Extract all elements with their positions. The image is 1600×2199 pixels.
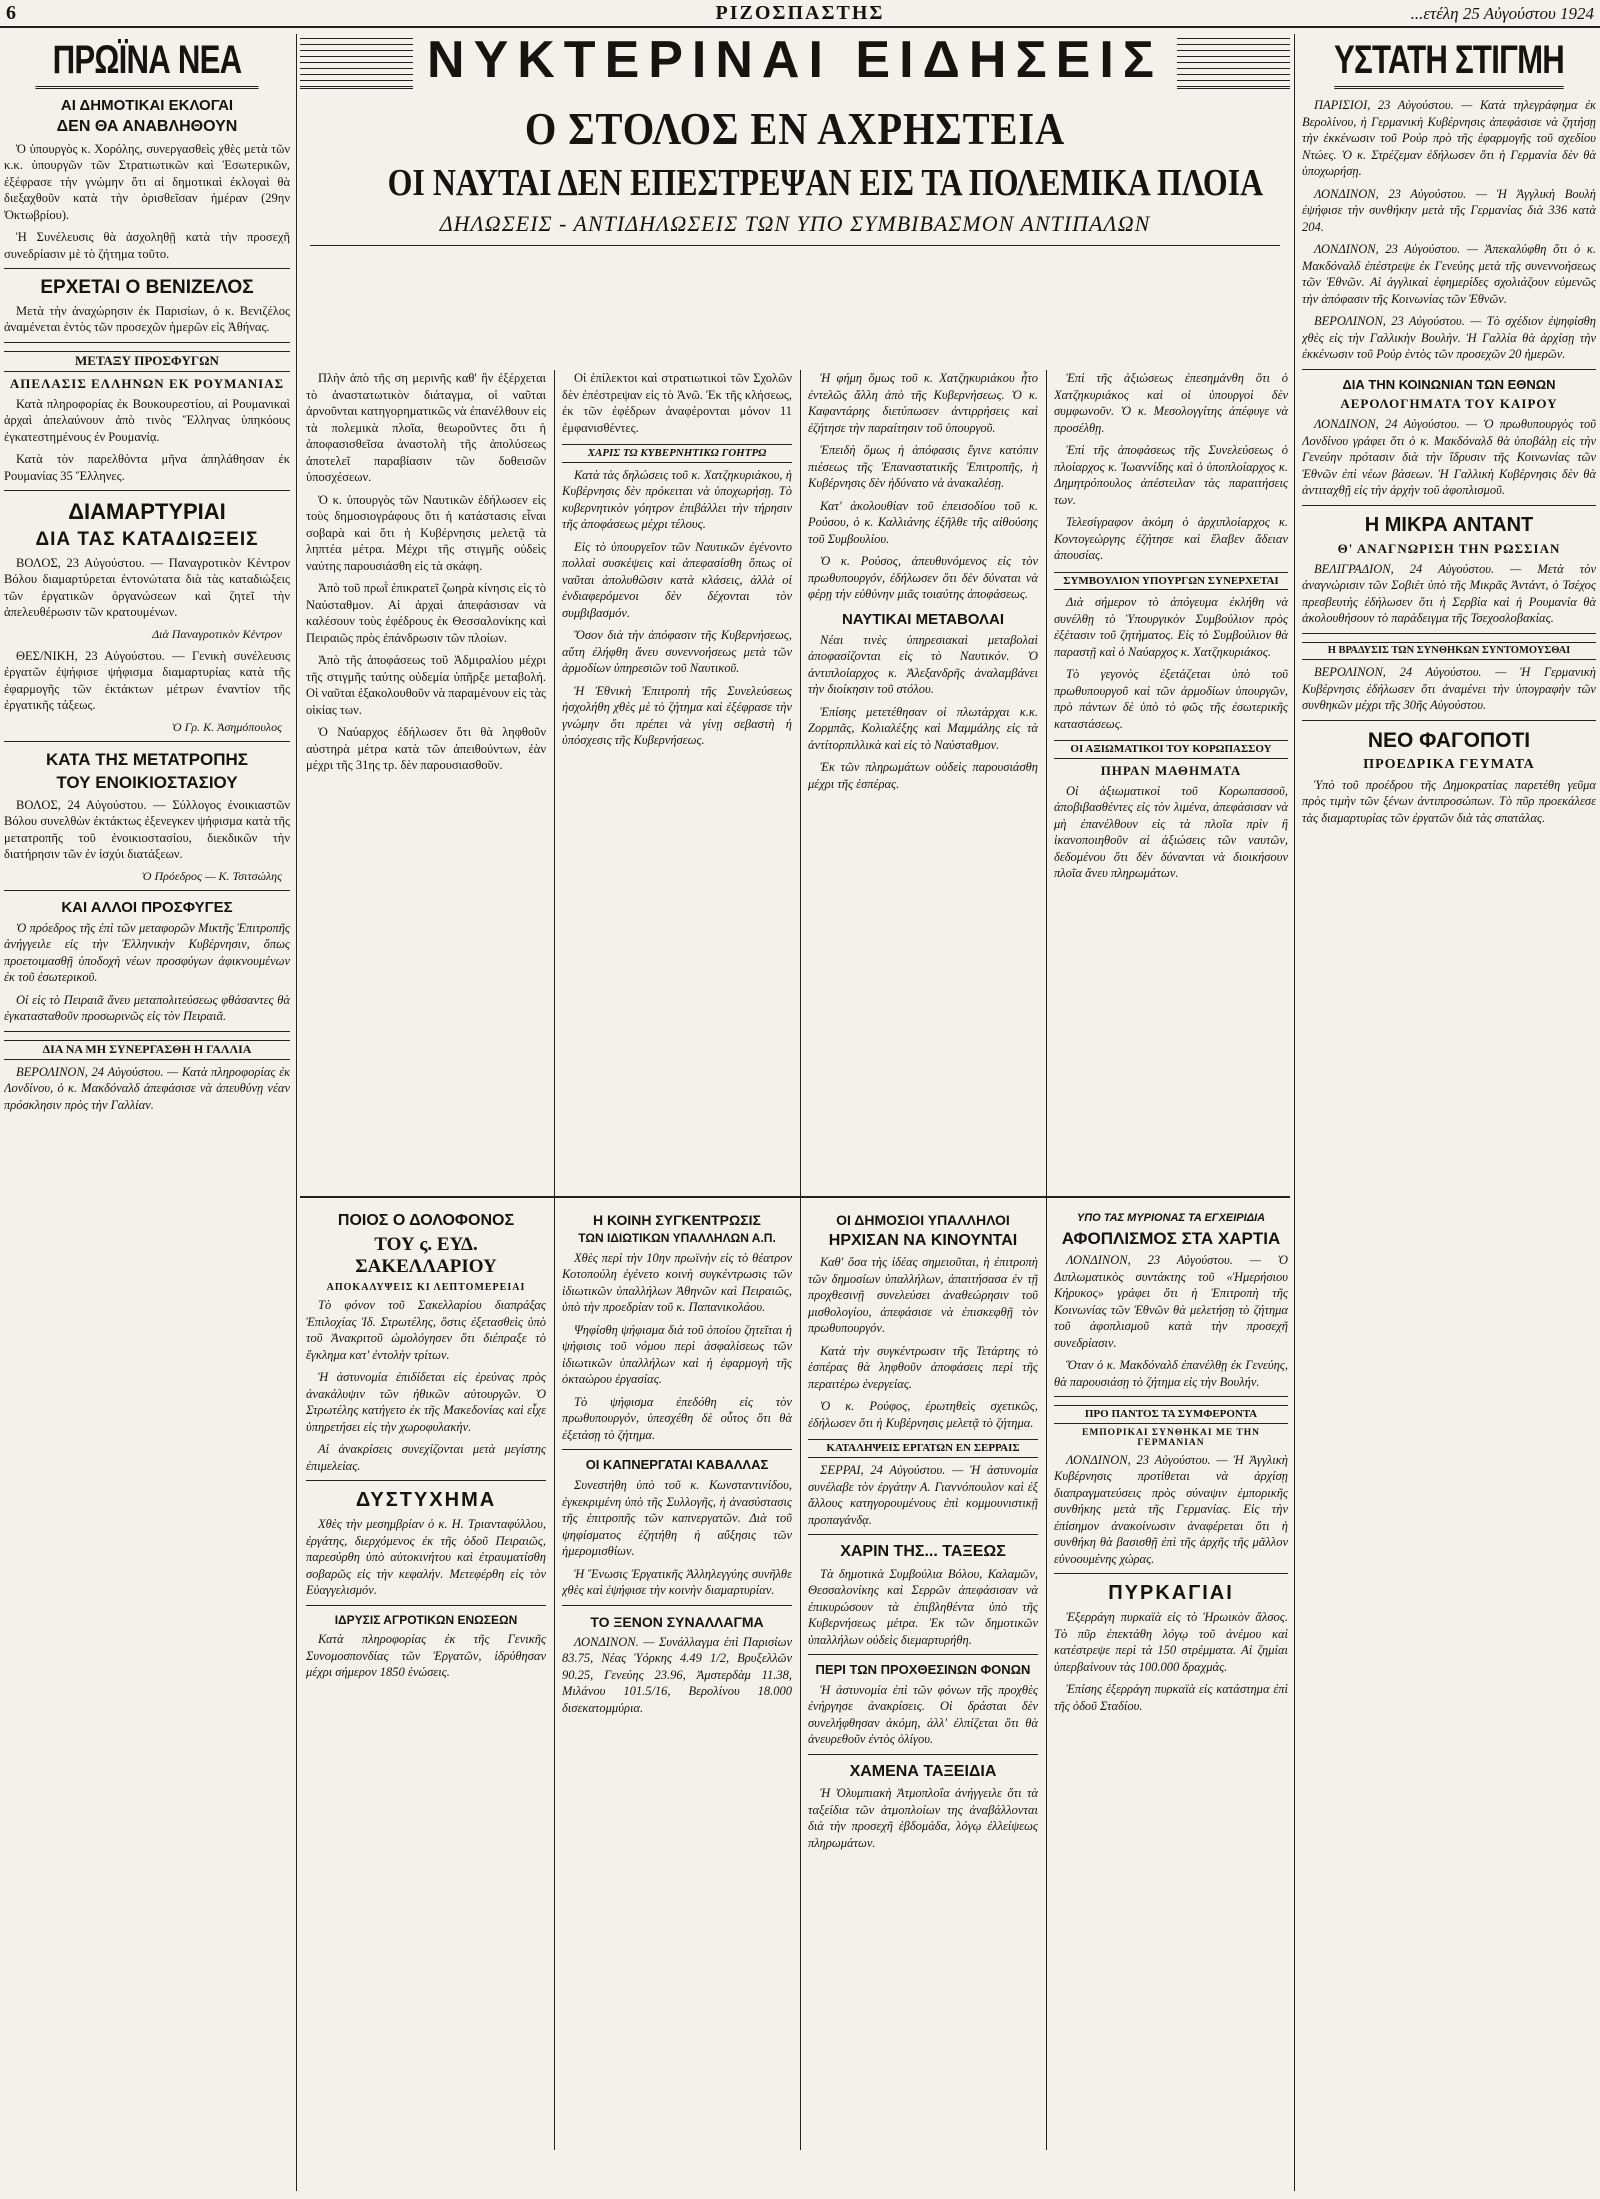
banner-center	[300, 31, 1290, 89]
article-text: ΒΕΛΙΓΡΑΔΙΟΝ, 24 Αὐγούστου. — Μετὰ τὸν ἀναγνώρισιν τῶν Σοβιέτ ὑπὸ τῆς Μικρᾶς Ἀντάντ, ὁ Τσέχος πρεσβευτὴς ἐδήλωσεν ὅτι ἡ Σερβία καὶ ἡ Ρουμανία θὰ ἀκολουθήσουν τὸ παράδειγμα τῆς Τσεχοσλοβακίας.	[1302, 561, 1596, 626]
main-headline: Ο ΣΤΟΛΟΣ ΕΝ ΑΧΡΗΣΤΕΙΑ	[524, 103, 1066, 154]
headline: ΕΡΧΕΤΑΙ Ο ΒΕΝΙΖΕΛΟΣ	[40, 277, 254, 299]
article-text: Ἐπὶ τῆς ἀξιώσεως ἐπεσημάνθη ὅτι ὁ Χατζηκυριάκος καὶ οἱ ὑπουργοὶ δὲν συμφωνοῦν. Ὁ κ. Μεσολογγίτης ἀπέφυγε νὰ προσέλθῃ.	[1054, 371, 1288, 435]
main-story-column	[808, 370, 1038, 1190]
article-text: Καθ' ὅσα τὴς ἰδέας σημειοῦται, ἡ ἐπιτροπὴ τῶν δημοσίων ὑπαλλήλων, ἀπαιτήσασα ἐν τῇ προχθεσινῇ συνελεύσει ἀναθεώρησιν τοῦ μισθολογίου, ἀπεφάσισε νὰ ἐπισκεφθῇ τὸν πρωθυπουργόν.	[808, 1255, 1038, 1336]
subheadline: ΠΡΟΕΔΡΙΚΑ ΓΕΥΜΑΤΑ	[1363, 756, 1535, 772]
headline: ΔΥΣΤΥΧΗΜΑ	[355, 1489, 497, 1512]
main-deck: ΔΗΛΩΣΕΙΣ - ΑΝΤΙΔΗΛΩΣΕΙΣ ΤΩΝ ΥΠΟ ΣΥΜΒΙΒΑΣΜΟΝ ΑΝΤΙΠΑΛΩΝ	[439, 211, 1151, 236]
article-text: Αἱ ἀνακρίσεις συνεχίζονται μετὰ μεγίστης ἐπιμελείας.	[306, 1442, 546, 1473]
headline: Η ΒΡΑΔΥΣΙΣ ΤΩΝ ΣΥΝΘΗΚΩΝ ΣΥΝΤΟΜΟΥΣΘΑΙ	[1302, 642, 1596, 660]
headline: ΗΡΧΙΣΑΝ ΝΑ ΚΙΝΟΥΝΤΑΙ	[828, 1232, 1018, 1250]
article-text: Τὸ γεγονὸς ἐξετάζεται ὑπὸ τοῦ πρωθυπουργοῦ καὶ τῶν ἀρμοδίων ὑπουργῶν, πρὸ πάντων δὲ ὑπὸ τὸ φῶς τῆς ἐσωτερικῆς καταστάσεως.	[1054, 667, 1288, 731]
article-text: ΛΟΝΔΙΝΟΝ. — Συνάλλαγμα ἐπὶ Παρισίων 83.75, Νέας Ὑόρκης 4.49 1/2, Βρυξελλῶν 90.25, Γενεύης 23.96, Ἀμστερδὰμ 11.38, Μιλάνου 101.5/16, Βερολίνου 18.000 δισεκατομμύρια.	[562, 1634, 792, 1715]
issue-date: ...ετέλη 25 Αὐγούστου 1924	[1410, 4, 1594, 23]
main-story-column	[306, 370, 546, 1190]
article-text: ΛΟΝΔΙΝΟΝ, 24 Αὐγούστου. — Ὁ πρωθυπουργὸς τοῦ Λονδίνου γράφει ὅτι ὁ κ. Μακδόναλδ θὰ ὑποβάλῃ εἰς τὴν Γενεύην πρότασιν διὰ τὴν ἵδρυσιν τῆς Κοινωνίας τῶν Ἐθνῶν ἐπὶ νέων βάσεων. Ἡ Γαλλικὴ Κυβέρνησις δὲν θὰ ἀντιταχθῇ εἰς τὴν ἀρχὴν τοῦ ἀφοπλισμοῦ.	[1302, 417, 1596, 498]
article-text: Ἡ Συνέλευσις θὰ ἀσχοληθῇ κατὰ τὴν προσεχῆ συνεδρίασιν μὲ τὸ ζήτημα τοῦτο.	[4, 230, 290, 261]
article-text: ΣΕΡΡΑΙ, 24 Αὐγούστου. — Ἡ ἀστυνομία συνέλαβε τὸν ἐργάτην Α. Γιαννόπουλον καὶ ἐξ ἄλλους κατηγορουμένους ἐπὶ κομμουνιστικῇ προπαγάνδᾳ.	[808, 1463, 1038, 1527]
article-text: Ὅταν ὁ κ. Μακδόναλδ ἐπανέλθῃ ἐκ Γενεύης, θὰ παρουσιάσῃ τὸ ζήτημα εἰς τὴν Βουλήν.	[1054, 1358, 1288, 1389]
headline: ΣΥΜΒΟΥΛΙΟΝ ΥΠΟΥΡΓΩΝ ΣΥΝΕΡΧΕΤΑΙ	[1054, 572, 1288, 591]
divider	[808, 1754, 1038, 1755]
article-text: Εἰς τὸ ὑπουργεῖον τῶν Ναυτικῶν ἐγένοντο πολλαὶ συσκέψεις καὶ ἀπεφασίσθη ὅπως οἱ ναῦται ἀπολυθῶσιν κατὰ κλάσεις, ἀλλὰ οἱ ἐνδιαφερόμενοι δὲν δέχονται τὸν συμβιβασμόν.	[562, 539, 792, 620]
article-text: Οἱ ἀξιωματικοὶ τοῦ Κορωπασσοῦ, ἀποβιβασθέντες εἰς τὸν λιμένα, ἀπεφάσισαν νὰ μὴ ἐπανέλθουν εἰς τὰ πλοῖα πρὶν ἢ ἱκανοποιηθοῦν αἱ ἀξιώσεις τῶν ναυτῶν, δεδομένου ὅτι δὲν δύνανται νὰ διοικήσουν πλοῖα ἄνευ πληρωμάτων.	[1054, 783, 1288, 881]
article-text: Κατὰ τὴν συγκέντρωσιν τῆς Τετάρτης τὸ ἑσπέρας θὰ ληφθοῦν ἀποφάσεις περὶ τῆς περαιτέρω ἐνεργείας.	[808, 1343, 1038, 1391]
column-rule	[554, 370, 555, 2150]
headline: ΟΙ ΑΞΙΩΜΑΤΙΚΟΙ ΤΟΥ ΚΟΡΩΠΑΣΣΟΥ	[1054, 740, 1288, 759]
signature: Ὁ Πρόεδρος — Κ. Τσιτσώλης	[141, 868, 282, 883]
article-text: Ψηφίσθη ψήφισμα διὰ τοῦ ὁποίου ζητεῖται ἡ ψήφισις τοῦ νόμου περὶ ἀσφαλίσεως τῶν ἰδιωτικῶν ὑπαλλήλων καὶ ἡ ἐφαρμογὴ τῆς ὀκταώρου ἐργασίας.	[562, 1322, 792, 1387]
masthead-strip	[0, 0, 1600, 28]
article-text: Κατ' ἀκολουθίαν τοῦ ἐπεισοδίου τοῦ κ. Ρούσου, ὁ κ. Καλλιάνης ἐξῆλθε τῆς αἰθούσης τοῦ Συμβουλίου.	[808, 498, 1038, 546]
headline: ΤΟΥ ΕΝΟΙΚΙΟΣΤΑΣΙΟΥ	[56, 773, 238, 793]
article-text: Μετὰ τὴν ἀναχώρησιν ἐκ Παρισίων, ὁ κ. Βενιζέλος ἀναμένεται ἐντὸς τῶν προσεχῶν ἡμερῶν εἰς Ἀθήνας.	[4, 303, 290, 335]
headline: Η ΜΙΚΡΑ ΑΝΤΑΝΤ	[1364, 513, 1534, 536]
article-text: Ἐκ τῶν πληρωμάτων οὐδεὶς παρουσιάσθη μέχρι τῆς ἑσπέρας.	[808, 760, 1038, 791]
article-text: ΒΟΛΟΣ, 23 Αὐγούστου. — Παναγροτικὸν Κέντρον Βόλου διαμαρτύρεται ἐντονώτατα διὰ τὰς καταδιώξεις τῶν ἐργατικῶν ὀργανώσεων καὶ ζητεῖ τὴν ἀπελευθέρωσιν τῶν κρατουμένων.	[4, 555, 290, 620]
subheadline: ΕΜΠΟΡΙΚΑΙ ΣΥΝΘΗΚΑΙ ΜΕ ΤΗΝ ΓΕΡΜΑΝΙΑΝ	[1081, 1427, 1261, 1448]
newspaper-name: ΡΙΖΟΣΠΑΣΤΗΣ	[715, 2, 885, 24]
headline: ΠΟΙΟΣ Ο ΔΟΛΟΦΟΝΟΣ	[337, 1212, 515, 1229]
article-text: Ἡ ἀστυνομία ἐπιδίδεται εἰς ἐρεύνας πρὸς ἀνακάλυψιν τῶν ἠθικῶν αὐτουργῶν. Ὁ Στρωτέλης κατήγετο ἐκ τῆς Μακεδονίας καὶ εἶχε ὑπηρετήσει εἰς τὴν χωροφυλακήν.	[306, 1370, 546, 1434]
divider	[1054, 1396, 1288, 1397]
headline: ΙΔΡΥΣΙΣ ΑΓΡΟΤΙΚΩΝ ΕΝΩΣΕΩΝ	[334, 1612, 518, 1627]
article-text: Νέαι τινὲς ὑπηρεσιακαὶ μεταβολαὶ ἀποφασίζονται εἰς τὸ Ναυτικόν. Ὁ ἀντιπλοίαρχος κ. Ἀλεξανδρῆς ἀναλαμβάνει τὴν διοίκησιν τοῦ στόλου.	[808, 632, 1038, 697]
divider	[4, 1031, 290, 1032]
article-text: Ἡ Ὀλυμπιακὴ Ἀτμοπλοΐα ἀνήγγειλε ὅτι τὰ ταξείδια τῶν ἀτμοπλοίων της ἀναβάλλονται διὰ τὴν προσεχῆ ἑβδομάδα, λόγῳ ἐλλείψεως πληρωμάτων.	[808, 1786, 1038, 1850]
article-text: Ἀπὸ τοῦ πρωῒ ἐπικρατεῖ ζωηρὰ κίνησις εἰς τὸ Ναύσταθμον. Αἱ ἀρχαὶ ἀπεφάσισαν νὰ καλέσουν τοὺς ἐφέδρους ἐκ Θεσσαλονίκης καὶ Πειραιῶς πρὸς ἐπάνδρωσιν τῶν πλοίων.	[306, 581, 546, 645]
article-text: Πλὴν ἀπὸ τῆς ση μερινῆς καθ' ἣν ἐξέρχεται τὸ ἀναστατωτικὸν διάταγμα, οἱ ναῦται ἀρνοῦνται κατηγορηματικῶς νὰ ἐπανέλθουν εἰς τὰ πολεμικὰ πλοῖα, θεωροῦντες ὅτι ἡ ἀποφασισθεῖσα ἀναστολὴ τῆς ἀπολύσεως ἀποτελεῖ παραβίασιν τῶν δοθεισῶν ὑποσχέσεων.	[306, 371, 546, 484]
divider	[310, 245, 1280, 246]
headline: ΚΑΤΑΛΗΨΕΙΣ ΕΡΓΑΤΩΝ ΕΝ ΣΕΡΡΑΙΣ	[808, 1439, 1038, 1458]
column-rule	[296, 34, 297, 2191]
divider	[4, 490, 290, 491]
article-text: Ἡ φήμη ὅμως τοῦ κ. Χατζηκυριάκου ἦτο ἐντελῶς ἄλλη ἀπὸ τῆς Κυβερνήσεως. Ὁ κ. Καφαντάρης διετύπωσεν ἀντιρρήσεις καὶ ἐζήτησε τὴν παραίτησιν τοῦ ὑπουργοῦ.	[808, 371, 1038, 435]
headline: ΧΑΜΕΝΑ ΤΑΞΕΙΔΙΑ	[849, 1762, 997, 1780]
article-text: Ὑπὸ τοῦ προέδρου τῆς Δημοκρατίας παρετέθη γεῦμα πρὸς τιμὴν τῶν ξένων ἀντιπροσώπων. Τὸ πῦρ προεκάλεσε τὰς διαμαρτυρίας τῶν ἐργατῶν διὰ τὰς σπατάλας.	[1302, 777, 1596, 825]
divider	[1302, 720, 1596, 721]
left-column	[4, 34, 290, 2191]
headline: ΔΙΑ ΤΑΣ ΚΑΤΑΔΙΩΞΕΙΣ	[35, 528, 259, 550]
divider	[1302, 633, 1596, 634]
headline: ΔΙΑΜΑΡΤΥΡΙΑΙ	[68, 499, 226, 525]
article-text: Ἡ Ἐθνικὴ Ἐπιτροπὴ τῆς Συνελεύσεως ἠσχολήθη χθὲς μὲ τὸ ζήτημα καὶ ἐξέφρασε τὴν γνώμην ὅτι πρέπει νὰ γίνῃ σεβαστὴ ἡ ὑπόσχεσις τῆς Κυβερνήσεως.	[562, 683, 792, 748]
subheadline: ΑΠΟΚΑΛΥΨΕΙΣ ΚΙ ΛΕΠΤΟΜΕΡΕΙΑΙ	[326, 1282, 526, 1294]
headline: ΠΥΡΚΑΓΙΑΙ	[1108, 1582, 1234, 1605]
divider	[4, 268, 290, 269]
subheadline: ΑΠΕΛΑΣΙΣ ΕΛΛΗΝΩΝ ΕΚ ΡΟΥΜΑΝΙΑΣ	[9, 375, 285, 391]
signature: Ὁ Γρ. Κ. Ἀσημόπουλος	[171, 719, 282, 734]
headline: ΜΕΤΑΞΥ ΠΡΟΣΦΥΓΩΝ	[4, 351, 290, 372]
page-number: 6	[6, 2, 16, 24]
lower-column	[808, 1204, 1038, 2184]
article-text: Διὰ σήμερον τὸ ἀπόγευμα ἐκλήθη νὰ συνέλθῃ τὸ Ὑπουργικὸν Συμβούλιον πρὸς ἐξέτασιν τοῦ ζητήματος. Εἰς τὸ Συμβούλιον θὰ παραστῇ καὶ ὁ Ναύαρχος κ. Χατζηκυριάκος.	[1054, 595, 1288, 659]
headline: ΚΑΤΑ ΤΗΣ ΜΕΤΑΤΡΟΠΗΣ	[45, 749, 249, 769]
article-text: Ὁ κ. ὑπουργὸς τῶν Ναυτικῶν ἐδήλωσεν εἰς τοὺς δημοσιογράφους ὅτι ἡ κατάστασις εἶναι σοβαρὰ καὶ ὅτι ἡ Κυβέρνησις μελετᾷ τὰ ληπτέα μέτρα. Μέχρι τῆς στιγμῆς οὐδεὶς ναύτης παρουσιάσθη εἰς τὰ σκάφη.	[306, 492, 546, 573]
article-text: Οἱ εἰς τὸ Πειραιᾶ ἄνευ μεταπολιτεύσεως φθάσαντες θὰ ἐγκατασταθοῦν προσωρινῶς εἰς τὸν Πειραιᾶ.	[4, 992, 290, 1024]
divider	[306, 1605, 546, 1606]
article-text: Ὅσον διὰ τὴν ἀπόφασιν τῆς Κυβερνήσεως, αὕτη ἐλήφθη ἄνευ συνεννοήσεως μετὰ τῶν ἀρμοδίων ὑπηρεσιῶν τοῦ Ναυτικοῦ.	[562, 628, 792, 676]
column-rule	[800, 370, 801, 2150]
article-text: Τὸ φόνον τοῦ Σακελλαρίου διαπράξας Ἐπιλοχίας Ἰδ. Στρωτέλης, ὅστις ἐξετασθεὶς ὑπὸ τοῦ Ἀνακριτοῦ ὡμολόγησεν ὅτι διέπραξε τὸ ἔγκλημα κατ' ἐντολὴν τρίτων.	[306, 1298, 546, 1362]
main-subheadline: ΟΙ ΝΑΥΤΑΙ ΔΕΝ ΕΠΕΣΤΡΕΨΑΝ ΕΙΣ ΤΑ ΠΟΛΕΜΙΚΑ ΠΛΟΙΑ	[387, 162, 1264, 204]
article-text: Χθὲς περὶ τὴν 10ην πρωϊνὴν εἰς τὸ θέατρον Κοτοπούλη ἐγένετο κοινὴ συγκέντρωσις τῶν ἰδιωτικῶν ὑπαλλήλων Ἀθηνῶν καὶ Πειραιῶς, ὑπὸ τὴν προεδρίαν τοῦ κ. Παπανικολάου.	[562, 1250, 792, 1315]
article-text: ΒΕΡΟΛΙΝΟΝ, 23 Αὐγούστου. — Τὸ σχέδιον ἐψηφίσθη χθὲς εἰς τὴν Γαλλικὴν Βουλὴν. Ἡ Γαλλία θὰ ἀρχίσῃ τὴν ἐκκένωσιν τοῦ Ρούρ ἐντὸς τῶν προσεχῶν 20 ἡμερῶν.	[1302, 314, 1596, 361]
article-text: Τὰ δημοτικὰ Συμβούλια Βόλου, Καλαμῶν, Θεσσαλονίκης καὶ Σερρῶν ἀπεφάσισαν νὰ ἐπικυρώσουν τὰ ἐπιβληθέντα ὑπὸ τῆς Κυβερνήσεως μέτρα. Ἐκ τῶν δημοτικῶν ὑπαλλήλων οὐδεὶς διεμαρτυρήθη.	[808, 1566, 1038, 1647]
divider	[1054, 1573, 1288, 1574]
divider	[1302, 505, 1596, 506]
signature: Διὰ Παναγροτικὸν Κέντρον	[152, 626, 282, 641]
headline: ΑΦΟΠΛΙΣΜΟΣ ΣΤΑ ΧΑΡΤΙΑ	[1061, 1228, 1281, 1248]
divider	[808, 1534, 1038, 1535]
headline: ΟΙ ΚΑΠΝΕΡΓΑΤΑΙ ΚΑΒΑΛΛΑΣ	[585, 1457, 769, 1473]
article-text: ΛΟΝΔΙΝΟΝ, 23 Αὐγούστου. — Ἀπεκαλύφθη ὅτι ὁ κ. Μακδόναλδ ἐπέστρεψε ἐκ Γενεύης μετὰ τῆς συνεννοήσεως τῶν Ἐθνῶν. Αἱ ἀγγλικαὶ ἐφημερίδες σχολιάζουν εὐμενῶς τὴν ἀπόφασιν τῆς Κοινωνίας τῶν Ἐθνῶν.	[1302, 242, 1596, 306]
headline: ΔΕΝ ΘΑ ΑΝΑΒΛΗΘΟΥΝ	[56, 118, 238, 136]
article-text: Ὁ κ. Ρούσος, ἀπευθυνόμενος εἰς τὸν πρωθυπουργόν, ἐδήλωσεν ὅτι δὲν δύναται νὰ φέρῃ τὴν εὐθύνην μιᾶς τοιαύτης ἀποφάσεως.	[808, 554, 1038, 601]
article-text: Χθὲς τὴν μεσημβρίαν ὁ κ. Η. Τριανταφύλλου, ἐργάτης, διερχόμενος ἐκ τῆς ὁδοῦ Πειραιῶς, παρεσύρθη ὑπὸ αὐτοκινήτου καὶ ἐτραυματίσθη σοβαρῶς εἰς τὴν κεφαλήν. Μετεφέρθη εἰς τὸν Εὐαγγελισμόν.	[306, 1517, 546, 1598]
headline: ΤΟΥ ς. ΕΥΔ. ΣΑΚΕΛΛΑΡΙΟΥ	[355, 1234, 497, 1278]
headline: ΑΙ ΔΗΜΟΤΙΚΑΙ ΕΚΛΟΓΑΙ	[60, 97, 234, 114]
article-text: ΘΕΣ/ΝΙΚΗ, 23 Αὐγούστου. — Γενικὴ συνέλευσις ἐργατῶν ἐψήφισε ψήφισμα διαμαρτυρίας κατὰ τῆς ἐφαρμογῆς τῶν ἐκτάκτων μέτρων ἐναντίον τῆς ἐργατικῆς τάξεως.	[4, 648, 290, 713]
divider	[4, 890, 290, 891]
article-text: ΒΕΡΟΛΙΝΟΝ, 24 Αὐγούστου. — Ἡ Γερμανικὴ Κυβέρνησις ἐδήλωσεν ὅτι ἀναμένει τὴν ὑπογραφὴν τῶν συνθηκῶν μέχρι τῆς 30ῆς Αὐγούστου.	[1302, 665, 1596, 712]
article-text: Ὁ πρόεδρος τῆς ἐπὶ τῶν μεταφορῶν Μικτῆς Ἐπιτροπῆς ἀνήγγειλε εἰς τὴν Ἑλληνικὴν Κυβέρνησιν, ὅπως προετοιμασθῇ ὑποδοχὴ νέων προσφύγων ἀφικνουμένων ἐκ τοῦ ἐσωτερικοῦ.	[4, 920, 290, 985]
headline: ΔΙΑ ΝΑ ΜΗ ΣΥΝΕΡΓΑΣΘΗ Η ΓΑΛΛΙΑ	[4, 1040, 290, 1060]
banner-left: ΠΡΩΪΝΑ ΝΕΑ	[35, 34, 258, 89]
headline: ΠΕΡΙ ΤΩΝ ΠΡΟΧΘΕΣΙΝΩΝ ΦΟΝΩΝ	[815, 1662, 1031, 1678]
article-text: ΒΟΛΟΣ, 24 Αὐγούστου. — Σύλλογος ἐνοικιαστῶν Βόλου συνελθὼν ἐκτάκτως ἐξενεγκεν ψήφισμα κατὰ τῆς μετατροπῆς τοῦ ἐνοικιοστασίου, διεκδικῶν τὴν διατήρησιν τῶν ἐν ἰσχύι διατάξεων.	[4, 797, 290, 862]
article-text: Κατὰ τὰς δηλώσεις τοῦ κ. Χατζηκυριάκου, ἡ Κυβέρνησις δὲν πρόκειται νὰ ὑποχωρήσῃ. Τὸ κυβερνητικὸν γόητρον ἐπιβάλλει τὴν τήρησιν τῆς ἀποφάσεως μέχρι τέλους.	[562, 467, 792, 532]
article-text: Τελεσίγραφον ἀκόμη ὁ ἀρχιπλοίαρχος κ. Κοντογεώργης ἐζήτησε καὶ ἔλαβεν ἄδειαν ἀπουσίας.	[1054, 515, 1288, 562]
subheadline: ΑΕΡΟΛΟΓΗΜΑΤΑ ΤΟΥ ΚΑΙΡΟΥ	[1340, 396, 1558, 412]
lower-column	[306, 1204, 546, 2184]
article-text: ΛΟΝΔΙΝΟΝ, 23 Αὐγούστου. — Ὁ Διπλωματικὸς συντάκτης τοῦ «Ἡμερήσιου Κήρυκος» γράφει ὅτι ἡ Ἐπιτροπὴ τῆς Κοινωνίας τῶν Ἐθνῶν θὰ μελετήσῃ τὸ ζήτημα τοῦ ἀφοπλισμοῦ κατὰ τὴν προσεχῆ συνεδρίασιν.	[1054, 1253, 1288, 1350]
article-text: Ἀπὸ τῆς ἀποφάσεως τοῦ Ἀδμιραλίου μέχρι τῆς στιγμῆς ταύτης οὐδεμία ὑπῆρξε μεταβολή. Οἱ ναῦται ἐξακολουθοῦν νὰ παραμένουν εἰς τὰς οἰκίας των.	[306, 653, 546, 717]
article-text: Ἐπίσης μετετέθησαν οἱ πλωτάρχαι κ.κ. Ζορμπᾶς, Κολιαλέξης καὶ Μαμμάλης εἰς τὰ ἀντίτορπιλλικὰ καὶ εἰς τὸ Ναύσταθμον.	[808, 704, 1038, 752]
headline: ΝΕΟ ΦΑΓΟΠΟΤΙ	[1367, 728, 1531, 752]
headline: ΟΙ ΔΗΜΟΣΙΟΙ ΥΠΑΛΛΗΛΟΙ	[836, 1212, 1010, 1228]
headline: ΚΑΙ ΑΛΛΟΙ ΠΡΟΣΦΥΓΕΣ	[61, 898, 233, 916]
headline: ΔΙΑ ΤΗΝ ΚΟΙΝΩΝΙΑΝ ΤΩΝ ΕΘΝΩΝ	[1342, 376, 1556, 392]
article-text: Ἡ ἀστυνομία ἐπὶ τῶν φόνων τῆς προχθὲς ἐνήργησε ἀνακρίσεις. Οἱ δράσται δὲν συνελήφθησαν ἀκόμη, ἀλλ' ἐλπίζεται ὅτι θὰ ἀνευρεθοῦν ἐντὸς ὀλίγου.	[808, 1682, 1038, 1747]
headline: ΝΑΥΤΙΚΑΙ ΜΕΤΑΒΟΛΑΙ	[841, 610, 1005, 628]
article-text: Ὁ ὑπουργὸς κ. Χορόλης, συνεργασθεὶς χθὲς μετὰ τῶν κ.κ. ὑπουργῶν τῶν Στρατιωτικῶν καὶ Ἐσωτερικῶν, ἐξέφρασε τὴν γνώμην ὅτι αἱ δημοτικαὶ ἐκλογαὶ θὰ διεξαχθοῦν κατὰ τὴν ὁρισθεῖσαν ἡμέραν (29ην Ὀκτωβρίου).	[4, 141, 290, 222]
divider	[562, 1449, 792, 1450]
article-text: Οἱ ἐπίλεκτοι καὶ στρατιωτικοὶ τῶν Σχολῶν δὲν ἐπέστρεψαν εἰς τὸ Ἀνῶ. Ἐκ τῆς κλήσεως, ἐκ τῶν ἐφέδρων ἀναφέρονται μόνον 11 ἐμφανισθέντες.	[562, 371, 792, 435]
headline: ΧΑΡΙΝ ΤΗΣ... ΤΑΞΕΩΣ	[840, 1543, 1006, 1561]
article-text: ΛΟΝΔΙΝΟΝ, 23 Αὐγούστου. — Ἡ Ἀγγλικὴ Βουλὴ ἐψήφισε τὴν συνθήκην μετὰ τῆς Γερμανίας διὰ 336 κατὰ 204.	[1302, 186, 1596, 234]
headline: ΠΡΟ ΠΑΝΤΟΣ ΤΑ ΣΥΜΦΕΡΟΝΤΑ	[1054, 1405, 1288, 1424]
article-text: Κατὰ τὸν παρελθόντα μῆνα ἀπηλάθησαν ἐκ Ρουμανίας 35 Ἕλληνες.	[4, 452, 290, 483]
article-text: Ὁ κ. Ρούφος, ἐρωτηθεὶς σχετικῶς, ἐδήλωσεν ὅτι ἡ Κυβέρνησις μελετᾷ τὸ ζήτημα.	[808, 1399, 1038, 1430]
lower-column	[562, 1204, 792, 2184]
article-text: Ἐξερράγη πυρκαϊὰ εἰς τὸ Ἡρωικὸν ἄλσος. Τὸ πῦρ ἐπεκτάθη λόγῳ τοῦ ἀνέμου καὶ κατέστρεψε περὶ τὰ 150 στρέμματα. Αἱ ζημίαι ὑπερβαίνουν τὰς 100.000 δραχμάς.	[1054, 1610, 1288, 1674]
subheadline: ΠΗΡΑΝ ΜΑΘΗΜΑΤΑ	[1100, 762, 1242, 778]
divider	[306, 1480, 546, 1481]
article-text: ΒΕΡΟΛΙΝΟΝ, 24 Αὐγούστου. — Κατὰ πληροφορίας ἐκ Λονδίνου, ὁ κ. Μακδόναλδ ἀπεφάσισε νὰ ἀπευθύνῃ νέαν πρόσκλησιν πρὸς τὴν Γαλλίαν.	[4, 1064, 290, 1112]
main-story-head	[310, 92, 1280, 252]
article-text: Ἡ Ἕνωσις Ἐργατικῆς Ἀλληλεγγύης συνῆλθε χθὲς καὶ ἐψήφισε τὴν κοινὴν διαμαρτυρίαν.	[562, 1566, 792, 1598]
article-text: Κατὰ πληροφορίας ἐκ Βουκουρεστίου, αἱ Ρουμανικαὶ ἀρχαὶ ἀπελαύνουν ἀπὸ τινὸς Ἕλληνας ὑπηκόους ἐγκατεστημένους ἐν Ρουμανίᾳ.	[4, 396, 290, 444]
lower-column	[1054, 1204, 1288, 2184]
banner-right: ΥΣΤΑΤΗ ΣΤΙΓΜΗ	[1334, 34, 1563, 89]
article-text: Ἐπὶ τῆς ἀποφάσεως τῆς Συνελεύσεως ὁ πλοίαρχος κ. Ἰωαννίδης καὶ ὁ ὑποπλοίαρχος κ. Δημητρόπουλος ἀπέστειλαν τὰς παραιτήσεις των.	[1054, 443, 1288, 507]
article-text: ΛΟΝΔΙΝΟΝ, 23 Αὐγούστου. — Ἡ Ἀγγλικὴ Κυβέρνησις προτίθεται νὰ ἀρχίσῃ διαπραγματεύσεις πρὸς σύναψιν ἐμπορικῆς συνθήκης μετὰ τῆς Γερμανίας. Εἰς τὴν ἐπίσημον ἀνακοίνωσιν ἀναφέρεται ὅτι ἡ συνθήκη θὰ βασισθῇ ἐπὶ τῆς ἀρχῆς τῆς μᾶλλον εὐνοουμένης χώρας.	[1054, 1452, 1288, 1566]
main-story-column	[1054, 370, 1288, 1190]
headline: ΥΠΟ ΤΑΣ ΜΥΡΙΟΝΑΣ ΤΑ ΕΓΧΕΙΡΙΔΙΑ	[1076, 1212, 1266, 1224]
subheadline: Θ' ΑΝΑΓΝΩΡΙΣΗ ΤΗΝ ΡΩΣΣΙΑΝ	[1337, 540, 1561, 556]
section-divider	[300, 1196, 1290, 1198]
divider	[4, 342, 290, 343]
banner-center-text: ΝΥΚΤΕΡΙΝΑΙ ΕΙΔΗΣΕΙΣ	[413, 30, 1177, 90]
headline: ΤΩΝ ΙΔΙΩΤΙΚΩΝ ΥΠΑΛΛΗΛΩΝ Α.Π.	[578, 1231, 776, 1246]
right-column	[1302, 34, 1596, 2191]
article-text: Ὁ Ναύαρχος ἐδήλωσεν ὅτι θὰ ληφθοῦν αὐστηρὰ μέτρα κατὰ τῶν ἀπειθούντων, ἐὰν μέχρι τῆς 31ης τρ. δὲν παρουσιασθοῦν.	[306, 725, 546, 772]
column-rule	[1046, 370, 1047, 2150]
divider	[4, 741, 290, 742]
article-text: Κατὰ πληροφορίας ἐκ τῆς Γενικῆς Συνομοσπονδίας τῶν Ἐργατῶν, ἱδρύθησαν μέχρι σήμερον 1850 ἑνώσεις.	[306, 1632, 546, 1680]
column-rule	[1294, 34, 1295, 2191]
main-story-column	[562, 370, 792, 1190]
article-text: Συνεστήθη ὑπὸ τοῦ κ. Κωνσταντινίδου, ἐγκεκριμένη ὑπὸ τῆς Συλλογῆς, ἡ ἀνασύστασις τῆς ἐπιτροπῆς τῶν καπνεργατῶν. Διὰ τοῦ ψηφίσματος ἐζητήθη ἡ αὔξησις τῶν ἡμερομισθίων.	[562, 1478, 792, 1559]
headline: Η ΚΟΙΝΗ ΣΥΓΚΕΝΤΡΩΣΙΣ	[593, 1212, 761, 1228]
article-text: ΠΑΡΙΣΙΟΙ, 23 Αὐγούστου. — Κατὰ τηλεγράφημα ἐκ Βερολίνου, ἡ Γερμανικὴ Κυβέρνησις ἀπεφάσισε νὰ ζητήσῃ τὴν ἐκκένωσιν τοῦ Ρούρ πρὸ τῆς ἐφαρμογῆς τοῦ σχεδίου Ντώες. Ὁ κ. Στρέζεμαν ἐδήλωσεν ὅτι ἡ Γερμανία δὲν θὰ ὑποχωρήσῃ.	[1302, 98, 1596, 178]
headline: ΤΟ ΞΕΝΟΝ ΣΥΝΑΛΛΑΓΜΑ	[590, 1613, 764, 1630]
divider	[1302, 369, 1596, 370]
divider	[562, 1605, 792, 1606]
article-text: Ἐπίσης ἐξερράγη πυρκαϊὰ εἰς κατάστημα ἐπὶ τῆς ὁδοῦ Σταδίου.	[1054, 1682, 1288, 1713]
article-text: Τὸ ψήφισμα ἐπεδόθη εἰς τὸν πρωθυπουργόν, ὑπεσχέθη δὲ οὗτος ὅτι θὰ ἐξετάσῃ τὸ ζήτημα.	[562, 1394, 792, 1442]
headline: ΧΑΡΙΣ ΤΩ ΚΥΒΕΡΝΗΤΙΚΩ ΓΟΗΤΡΩ	[562, 444, 792, 463]
divider	[808, 1654, 1038, 1655]
article-text: Ἐπειδὴ ὅμως ἡ ἀπόφασις ἔγινε κατόπιν πιέσεως τῆς Ἐπαναστατικῆς Ἐπιτροπῆς, ἡ Κυβέρνησις δὲν ἠδύνατο νὰ ἀνακαλέσῃ.	[808, 443, 1038, 490]
